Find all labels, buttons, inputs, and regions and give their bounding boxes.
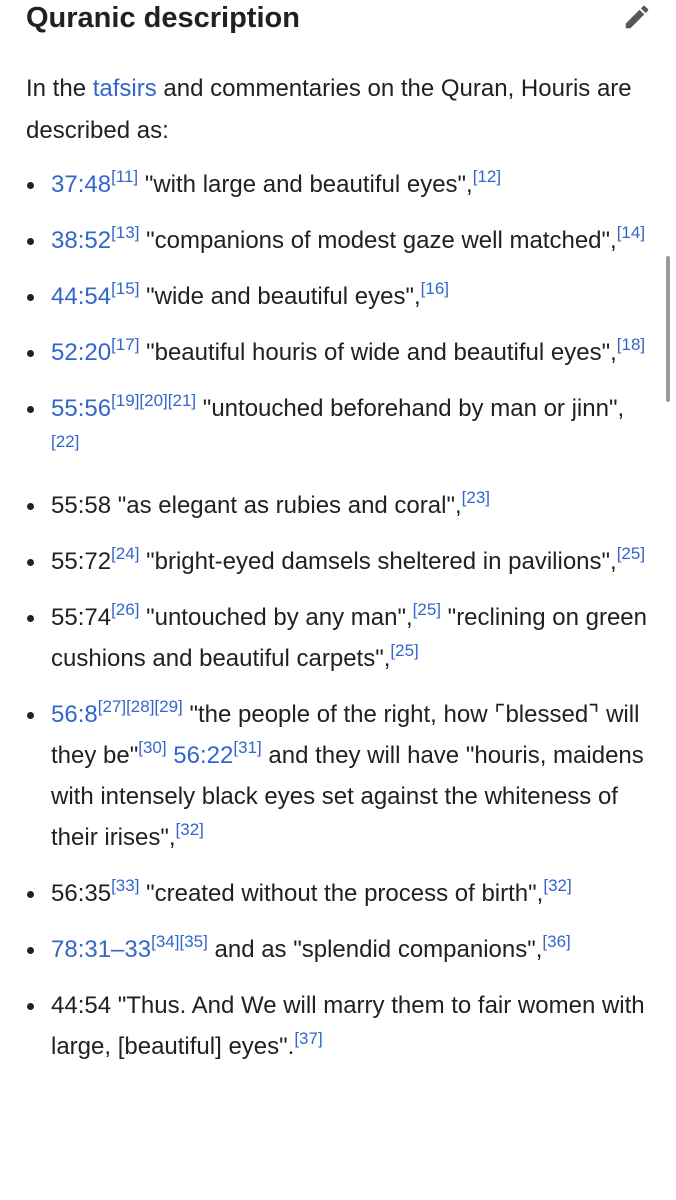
verse-text: "companions of modest gaze well matched", <box>139 227 617 254</box>
citation-link[interactable]: [19][20][21] <box>111 391 197 410</box>
citation-link[interactable]: [27][28][29] <box>97 697 183 716</box>
tafsirs-link[interactable]: tafsirs <box>92 75 157 102</box>
verse-text: "created without the process of birth", <box>139 880 544 907</box>
verse-link[interactable]: 78:31–33 <box>51 936 152 963</box>
intro-paragraph <box>26 68 646 152</box>
verse-text: "untouched beforehand by man or jinn", <box>196 395 625 422</box>
list-item <box>26 694 652 858</box>
list-item <box>26 164 652 205</box>
citation-link[interactable]: [25] <box>616 544 646 563</box>
verse-text: "reclining on green cushions and beautiful carpets", <box>51 604 647 672</box>
citation-link[interactable]: [17] <box>111 335 140 354</box>
verse-text: "wide and beautiful eyes", <box>139 283 421 310</box>
citation-link[interactable]: [34][35] <box>151 932 208 951</box>
citation-link[interactable]: [16] <box>420 279 449 298</box>
verse-text: and they will have "houris, maidens with intensely black eyes set against the whiteness of their irises", <box>51 742 644 851</box>
verse-link[interactable]: 55:56 <box>51 395 112 422</box>
verse-link[interactable]: 44:54 <box>51 283 112 310</box>
list-item <box>26 873 652 914</box>
verse-link[interactable]: 37:48 <box>51 171 112 198</box>
verse-link[interactable]: 56:8 <box>51 701 98 728</box>
citation-link[interactable]: [32] <box>543 876 572 895</box>
verse-text: 55:72 <box>51 548 112 575</box>
list-item <box>26 276 652 317</box>
list-item <box>26 985 652 1067</box>
list-item <box>26 332 652 373</box>
citation-link[interactable]: [11] <box>111 167 139 186</box>
verse-text: 44:54 "Thus. And We will marry them to fair women with large, [beautiful] eyes". <box>51 992 645 1060</box>
section-header <box>26 0 656 40</box>
list-item <box>26 388 652 470</box>
citation-link[interactable]: [32] <box>175 820 204 839</box>
verse-link[interactable]: 52:20 <box>51 339 112 366</box>
section-title: Quranic description <box>26 2 300 34</box>
intro-text-after: and commentaries on the Quran, Houris are described as: <box>26 75 632 144</box>
verse-link[interactable]: 56:22 <box>173 742 234 769</box>
verse-text: "bright-eyed damsels sheltered in pavilions", <box>139 548 617 575</box>
citation-link[interactable]: [26] <box>111 600 140 619</box>
verse-text: "untouched by any man", <box>139 604 413 631</box>
list-item <box>26 541 652 582</box>
citation-link[interactable]: [13] <box>111 223 140 242</box>
verse-text: 55:74 <box>51 604 112 631</box>
citation-link[interactable]: [37] <box>294 1029 323 1048</box>
citation-link[interactable]: [15] <box>111 279 140 298</box>
scrollbar[interactable] <box>666 256 670 402</box>
list-item <box>26 929 652 970</box>
pencil-icon[interactable] <box>622 2 652 32</box>
citation-link[interactable]: [23] <box>461 488 490 507</box>
citation-link[interactable]: [30] <box>138 738 167 757</box>
citation-link[interactable]: [25] <box>390 641 419 660</box>
verse-text: "with large and beautiful eyes", <box>138 171 473 198</box>
list-item <box>26 597 652 679</box>
verse-text: and as "splendid companions", <box>207 936 543 963</box>
list-item <box>26 220 652 261</box>
citation-link[interactable]: [33] <box>111 876 140 895</box>
verse-text: 56:35 <box>51 880 112 907</box>
list-item <box>26 485 652 526</box>
citation-link[interactable]: [18] <box>616 335 646 354</box>
verse-link[interactable]: 38:52 <box>51 227 112 254</box>
citation-link[interactable]: [36] <box>542 932 571 951</box>
citation-link[interactable]: [22] <box>51 432 80 451</box>
citation-link[interactable]: [12] <box>472 167 502 186</box>
verse-text: 55:58 "as elegant as rubies and coral", <box>51 492 462 519</box>
citation-link[interactable]: [25] <box>412 600 441 619</box>
verse-list <box>26 164 652 1082</box>
intro-text-before: In the <box>26 75 93 102</box>
citation-link[interactable]: [14] <box>616 223 646 242</box>
verse-text: "the people of the right, how ⌜blessed⌝ will they be" <box>51 701 640 769</box>
citation-link[interactable]: [24] <box>111 544 140 563</box>
citation-link[interactable]: [31] <box>233 738 262 757</box>
verse-text: "beautiful houris of wide and beautiful eyes", <box>139 339 617 366</box>
